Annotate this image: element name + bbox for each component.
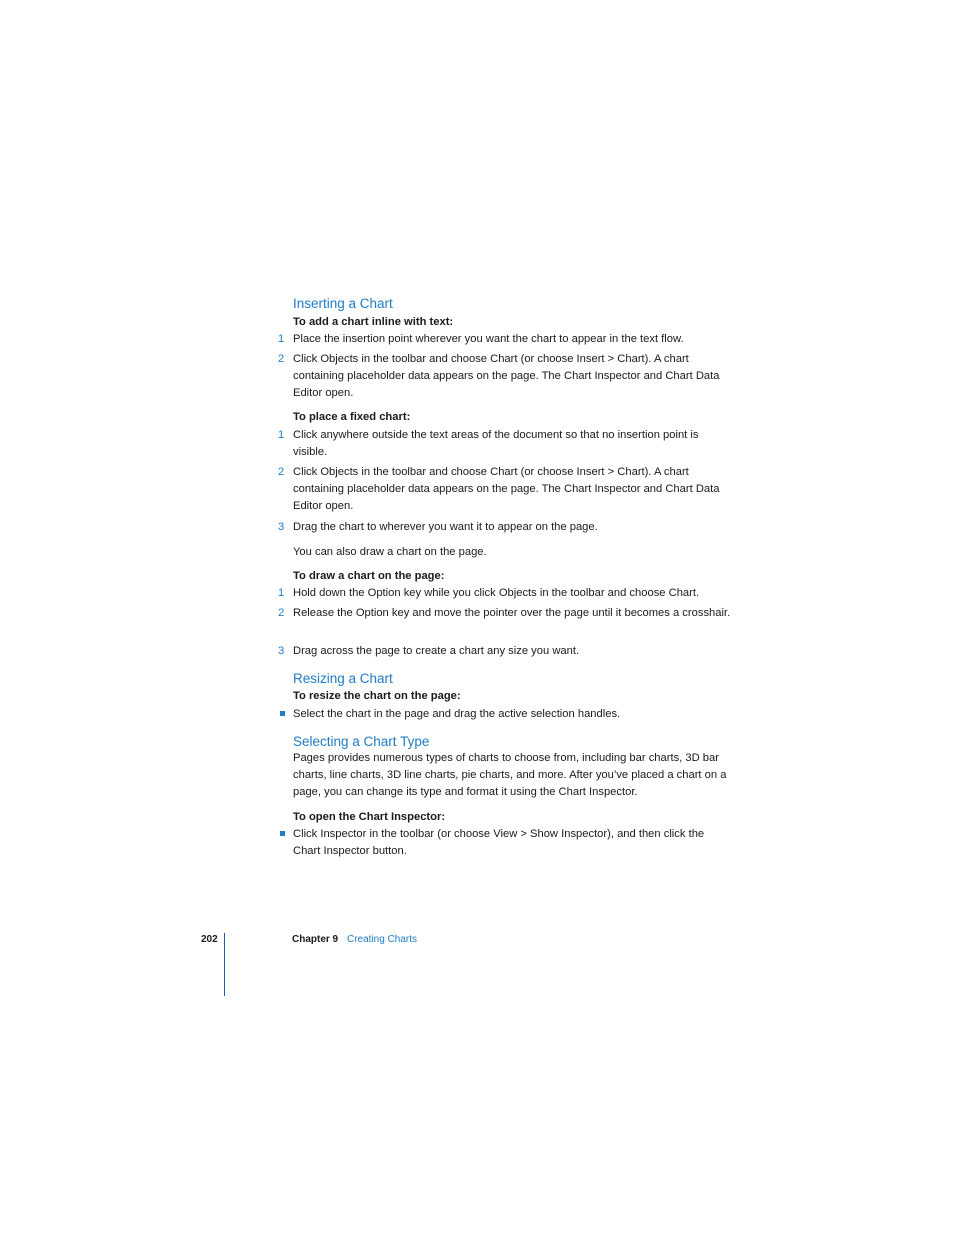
footer-chapter: Chapter 9 xyxy=(292,934,339,945)
bullet-text: Select the chart in the page and drag the active selection handles. xyxy=(293,708,621,720)
step-text: Click Objects in the toolbar and choose Chart (or choose Insert > Chart). A chart containing placeholder data appears on the page. The Chart Inspector and Chart Data Editor open. xyxy=(293,353,720,399)
step-number: 2 xyxy=(278,353,285,365)
step-number: 2 xyxy=(278,607,285,619)
task-lead-resize: To resize the chart on the page: xyxy=(293,690,461,702)
step-number: 1 xyxy=(278,429,285,441)
step-text: Click anywhere outside the text areas of the document so that no insertion point is visible. xyxy=(293,429,699,458)
task-lead-place-fixed: To place a fixed chart: xyxy=(293,411,411,423)
footer-divider xyxy=(224,933,225,996)
step-number: 3 xyxy=(278,645,285,657)
section-heading-inserting-a-chart: Inserting a Chart xyxy=(293,296,393,311)
step-text: Place the insertion point wherever you want the chart to appear in the text flow. xyxy=(293,333,684,345)
step-text: Release the Option key and move the pointer over the page until it becomes a crosshair. xyxy=(293,607,731,619)
step-text: Click Objects in the toolbar and choose Chart (or choose Insert > Chart). A chart containing placeholder data appears on the page. The Chart Inspector and Chart Data Editor open. xyxy=(293,466,720,512)
square-bullet-icon xyxy=(280,711,285,716)
step-number: 1 xyxy=(278,333,285,345)
task-lead-draw: To draw a chart on the page: xyxy=(293,570,445,582)
section-heading-selecting-a-chart-type: Selecting a Chart Type xyxy=(293,734,430,749)
square-bullet-icon xyxy=(280,831,285,836)
step-text: Drag across the page to create a chart any size you want. xyxy=(293,645,580,657)
task-lead-add-inline: To add a chart inline with text: xyxy=(293,316,454,328)
section-heading-resizing-a-chart: Resizing a Chart xyxy=(293,671,393,686)
step-text: Hold down the Option key while you click Objects in the toolbar and choose Chart. xyxy=(293,587,700,599)
page-number: 202 xyxy=(201,934,218,945)
bullet-text: Click Inspector in the toolbar (or choose View > Show Inspector), and then click the Chart Inspector button. xyxy=(293,828,705,857)
note-text: You can also draw a chart on the page. xyxy=(293,546,487,558)
task-lead-open-inspector: To open the Chart Inspector: xyxy=(293,811,446,823)
step-text: Drag the chart to wherever you want it to appear on the page. xyxy=(293,521,598,533)
intro-paragraph: Pages provides numerous types of charts to choose from, including bar charts, 3D bar charts, line charts, 3D line charts, pie charts, and more. After you’ve placed a chart on a page, you can change its type and format it using the Chart Inspector. xyxy=(293,752,727,798)
step-number: 3 xyxy=(278,521,285,533)
footer-chapter-title: Creating Charts xyxy=(347,934,418,945)
step-number: 2 xyxy=(278,466,285,478)
step-number: 1 xyxy=(278,587,285,599)
